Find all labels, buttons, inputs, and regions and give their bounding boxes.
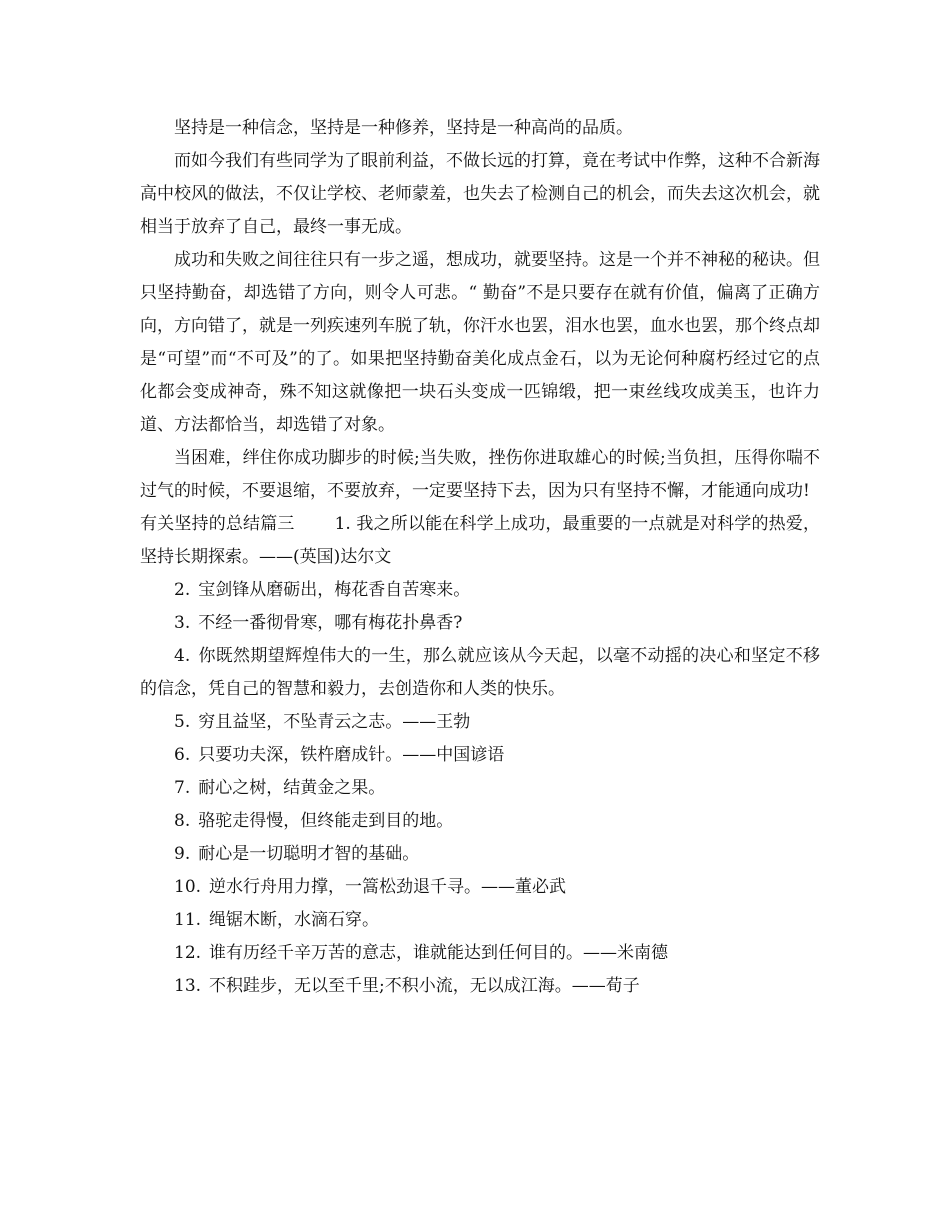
list-item-text: 耐心之树，结黄金之果。 [198,778,386,798]
list-item-number: 12. [174,943,202,963]
list-item-text: 不经一番彻骨寒，哪有梅花扑鼻香? [198,613,463,633]
list-item-number: 9. [174,844,191,864]
list-item [140,838,820,871]
list-item-number: 3. [174,613,191,633]
list-item-number: 8. [174,811,191,831]
list-item [140,937,820,970]
list-item-text: 我之所以能在科学上成功，最重要的一点就是对科学的热爱，坚持长期探索。——(英国)达尔文 [140,514,821,567]
list-item [140,970,820,1003]
list-item-number: 1. [334,514,351,534]
list-item-number: 10. [174,877,202,897]
list-item [140,871,820,904]
list-item [140,706,820,739]
list-item-number: 13. [174,976,202,996]
list-item-text: 你既然期望辉煌伟大的一生，那么就应该从今天起，以毫不动摇的决心和坚定不移的信念，凭自己的智慧和毅力，去创造你和人类的快乐。 [140,646,820,699]
list-item-number: 5. [174,712,191,732]
list-item [140,805,820,838]
list-item-text: 宝剑锋从磨砺出，梅花香自苦寒来。 [198,580,471,600]
list-item-text: 逆水行舟用力撑，一篙松劲退千寻。——董必武 [209,877,567,897]
list-item-number: 4. [174,646,191,666]
paragraph: 坚持是一种信念，坚持是一种修养，坚持是一种高尚的品质。 [174,118,633,138]
list-item-number: 2. [174,580,191,600]
list-item [140,772,820,805]
list-item [140,607,820,640]
list-item-text: 穷且益坚，不坠青云之志。——王勃 [198,712,471,732]
list-item-text: 不积跬步，无以至千里;不积小流，无以成江海。——荀子 [209,976,640,996]
list-item [140,574,820,607]
paragraph: 成功和失败之间往往只有一步之遥，想成功，就要坚持。这是一个并不神秘的秘诀。但只坚持勤奋，却选错了方向，则令人可悲。“ 勤奋”不是只要存在就有价值，偏离了正确方向，方向错了，就是一列疾速列车脱了轨，你汗水也罢，泪水也罢，血水也罢，那个终点却是“可望”而“不可及”的了。如果把坚持勤奋美化成点金石，以为无论何种腐朽经过它的点化都会变成神奇，殊不知这就像把一块石头变成一匹锦缎，把一束丝线攻成美玉，也许力道、方法都恰当，却选错了对象。 [140,250,820,435]
list-item [140,904,820,937]
paragraph: 当困难，绊住你成功脚步的时候;当失败，挫伤你进取雄心的时候;当负担，压得你喘不过气的时候，不要退缩，不要放弃，一定要坚持下去，因为只有坚持不懈，才能通向成功! [140,448,820,501]
list-item-text: 绳锯木断，水滴石穿。 [209,910,380,930]
document-body [140,112,820,1003]
list-item [140,640,820,706]
list-item-number: 6. [174,745,191,765]
list-item-text: 耐心是一切聪明才智的基础。 [198,844,420,864]
list-item-text: 骆驼走得慢，但终能走到目的地。 [198,811,454,831]
paragraph: 而如今我们有些同学为了眼前利益，不做长远的打算，竟在考试中作弊，这种不合新海高中校风的做法，不仅让学校、老师蒙羞，也失去了检测自己的机会，而失去这次机会，就相当于放弃了自己，最终一事无成。 [140,151,820,237]
list-item-text: 谁有历经千辛万苦的意志，谁就能达到任何目的。——米南德 [209,943,669,963]
section-start [140,508,820,574]
section-heading: 有关坚持的总结篇三 [140,514,295,534]
list-item-number: 7. [174,778,191,798]
list-item [140,739,820,772]
list-item-number: 11. [174,910,202,930]
list-item-text: 只要功夫深，铁杵磨成针。——中国谚语 [198,745,505,765]
